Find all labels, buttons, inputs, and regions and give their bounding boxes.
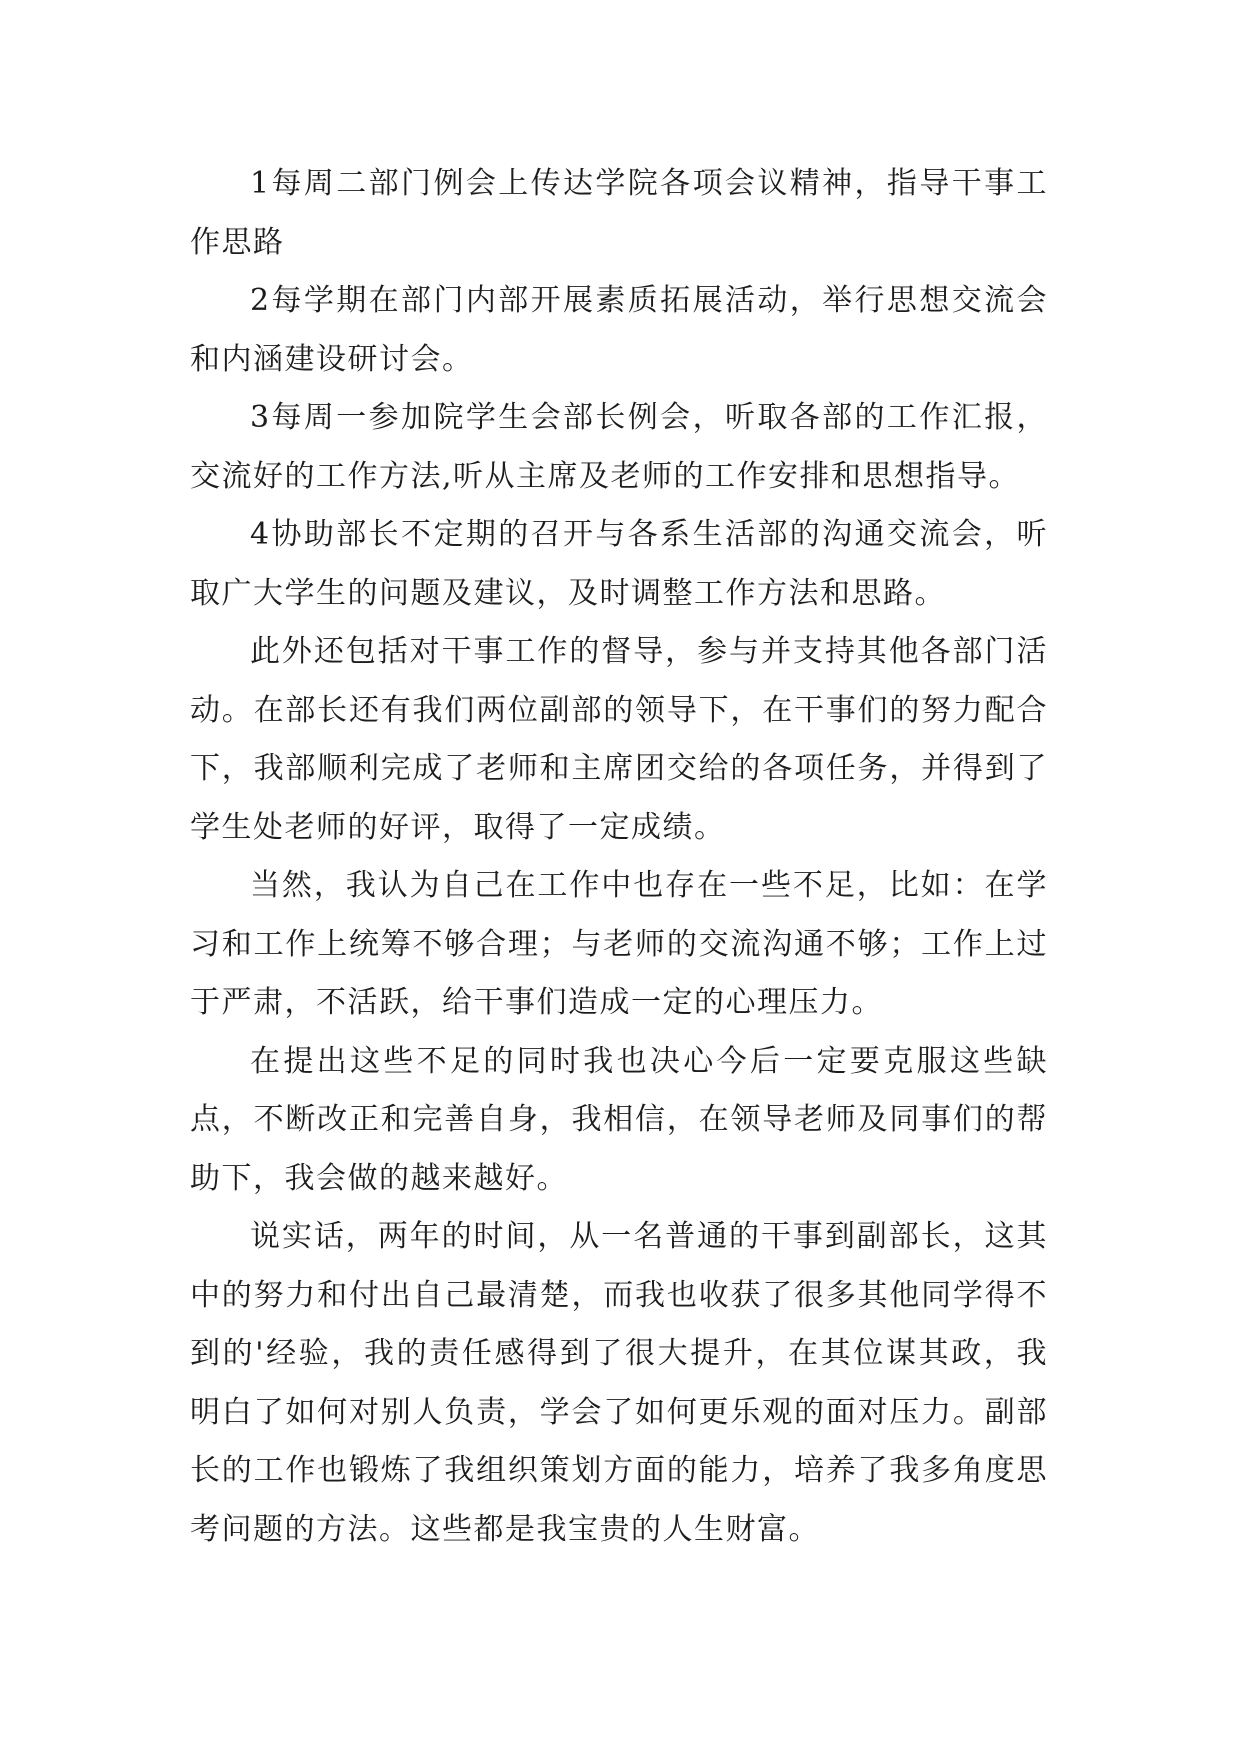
paragraph-8: 说实话，两年的时间，从一名普通的干事到副部长，这其中的努力和付出自己最清楚，而我也收获了很多其他同学得不到的'经验，我的责任感得到了很大提升，在其位谋其政，我明白了如何对别人负责，学会了如何更乐观的面对压力。副部长的工作也锻炼了我组织策划方面的能力，培养了我多角度思考问题的方法。这些都是我宝贵的人生财富。	[190, 1219, 1048, 1547]
paragraph-3: 3每周一参加院学生会部长例会，听取各部的工作汇报，交流好的工作方法,听从主席及老师的工作安排和思想指导。	[190, 400, 1048, 494]
paragraph-1: 1每周二部门例会上传达学院各项会议精神，指导干事工作思路	[190, 166, 1048, 260]
paragraph-4: 4协助部长不定期的召开与各系生活部的沟通交流会，听取广大学生的问题及建议，及时调整工作方法和思路。	[190, 517, 1048, 611]
paragraph-2: 2每学期在部门内部开展素质拓展活动，举行思想交流会和内涵建设研讨会。	[190, 283, 1048, 377]
paragraph-7: 在提出这些不足的同时我也决心今后一定要克服这些缺点，不断改正和完善自身，我相信，在领导老师及同事们的帮助下，我会做的越来越好。	[190, 1043, 1048, 1196]
document-body	[190, 155, 1048, 1559]
paragraph-6: 当然，我认为自己在工作中也存在一些不足，比如：在学习和工作上统筹不够合理；与老师的交流沟通不够；工作上过于严肃，不活跃，给干事们造成一定的心理压力。	[190, 868, 1048, 1020]
paragraph-5: 此外还包括对干事工作的督导，参与并支持其他各部门活动。在部长还有我们两位副部的领导下，在干事们的努力配合下，我部顺利完成了老师和主席团交给的各项任务，并得到了学生处老师的好评，取得了一定成绩。	[190, 634, 1048, 845]
